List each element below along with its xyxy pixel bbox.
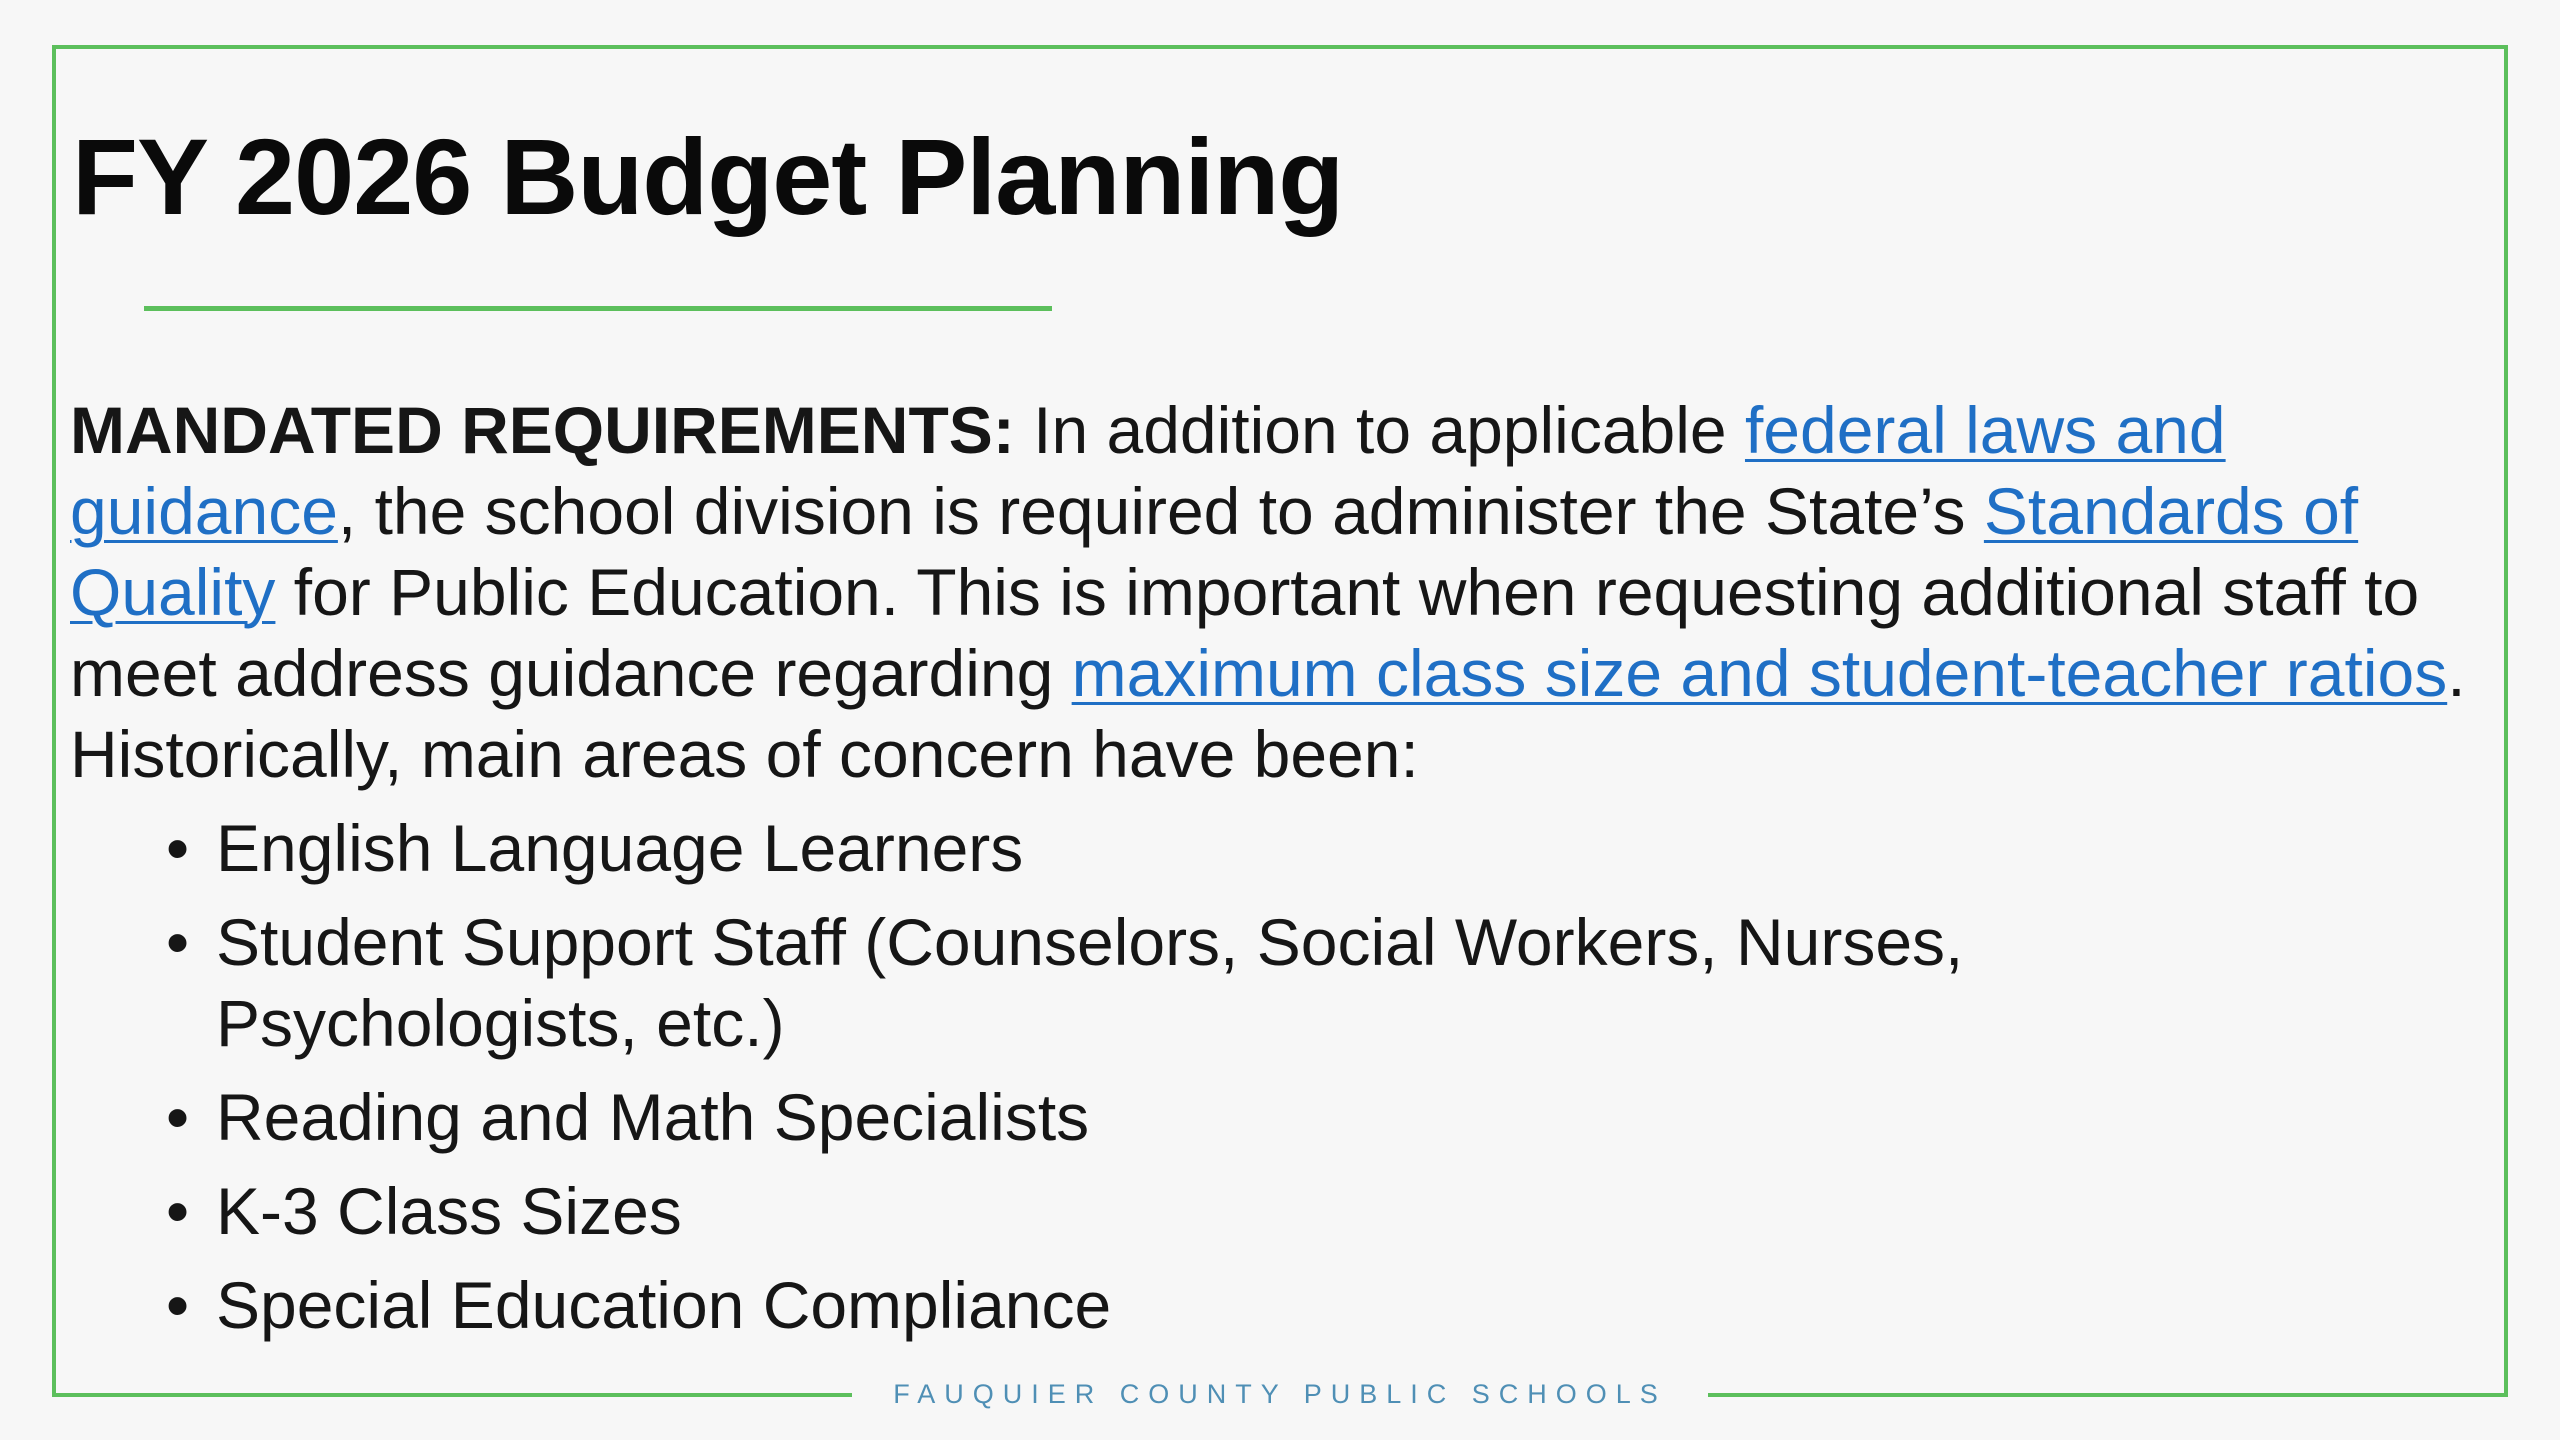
- concern-areas-list: [166, 808, 2466, 1359]
- paragraph-text-2: , the school division is required to administer the State’s: [337, 474, 1984, 548]
- list-item-label: Student Support Staff (Counselors, Social Workers, Nurses, Psychologists, etc.): [216, 905, 1964, 1060]
- frame-border-bottom-right: [1708, 1393, 2508, 1397]
- list-item: [166, 1077, 2466, 1158]
- bullet-icon: •: [166, 1174, 190, 1248]
- bullet-icon: •: [166, 811, 190, 885]
- list-item: [166, 1265, 2466, 1346]
- paragraph-text-4: . Historically, main areas of concern have been:: [70, 636, 2466, 791]
- bullet-icon: •: [166, 1268, 190, 1342]
- frame-border-left: [52, 45, 56, 1397]
- bullet-icon: •: [166, 905, 190, 979]
- list-item: [166, 1171, 2466, 1252]
- frame-border-bottom-left: [52, 1393, 852, 1397]
- bullet-icon: •: [166, 1080, 190, 1154]
- standards-of-quality-link[interactable]: Standards of Quality: [70, 474, 2359, 629]
- list-item-label: English Language Learners: [216, 811, 1024, 885]
- list-item-label: K-3 Class Sizes: [216, 1174, 682, 1248]
- slide-title: FY 2026 Budget Planning: [72, 116, 1344, 237]
- list-item-label: Special Education Compliance: [216, 1268, 1112, 1342]
- title-underline-rule: [144, 306, 1052, 311]
- list-item-label: Reading and Math Specialists: [216, 1080, 1090, 1154]
- frame-border-top: [52, 45, 2508, 49]
- federal-laws-link[interactable]: federal laws and guidance: [70, 393, 2226, 548]
- footer-organization-name: FAUQUIER COUNTY PUBLIC SCHOOLS: [893, 1379, 1667, 1409]
- mandated-requirements-label: MANDATED REQUIREMENTS:: [70, 393, 1015, 467]
- list-item: [166, 902, 2256, 1064]
- body-paragraph: [70, 390, 2470, 795]
- class-size-ratios-link[interactable]: maximum class size and student-teacher ratios: [1071, 636, 2448, 710]
- paragraph-text-1: In addition to applicable: [1014, 393, 1745, 467]
- paragraph-text-3: for Public Education. This is important when requesting additional staff to meet address guidance regarding: [70, 555, 2420, 710]
- frame-border-right: [2504, 45, 2508, 1397]
- list-item: [166, 808, 2466, 889]
